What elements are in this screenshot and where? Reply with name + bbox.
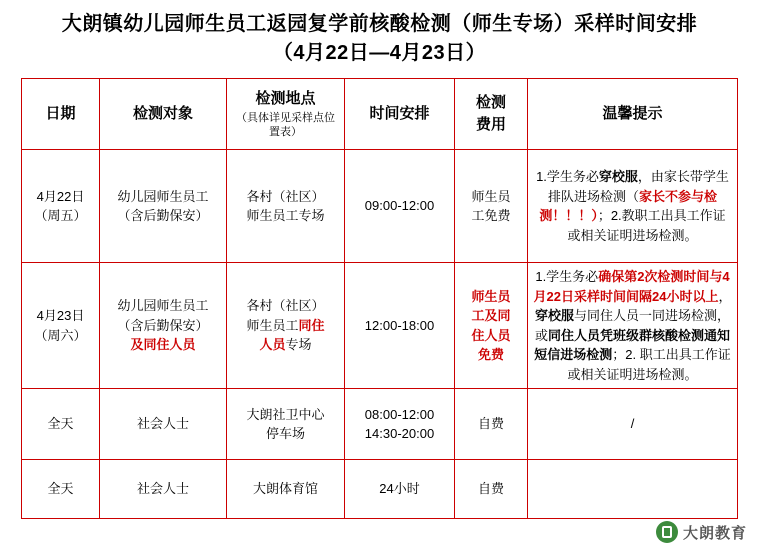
book-icon <box>656 521 678 543</box>
place-line-2: 停车场 <box>265 426 305 442</box>
footer-attribution <box>656 521 747 543</box>
fee-line-2: 工及同 <box>471 308 511 324</box>
header-target: 检测对象 <box>100 79 227 150</box>
date-sub: （周五） <box>34 208 87 224</box>
cell-fee: 自费 <box>455 460 528 519</box>
date-sub: （周六） <box>34 327 87 343</box>
tip-part-bold: 穿校服 <box>534 308 574 324</box>
table-row <box>22 263 738 389</box>
cell-time: 09:00-12:00 <box>345 150 455 263</box>
cell-target <box>100 150 227 263</box>
place-line-1: 各村（社区） <box>246 188 325 204</box>
tip-part: ；2.教职工出具工作证或相关证明进场检测。 <box>567 208 726 243</box>
cell-fee: 自费 <box>455 389 528 460</box>
cell-date: 全天 <box>22 389 100 460</box>
cell-date <box>22 150 100 263</box>
fee-line-3: 住人员 <box>471 327 511 343</box>
cell-fee <box>455 263 528 389</box>
tip-part-red: 确保第2次检测时间与4月22日采样时间间隔24小时以上 <box>533 269 730 304</box>
title-line-1: 大朗镇幼儿园师生员工返园复学前核酸检测（师生专场）采样时间安排 <box>61 13 698 35</box>
place-line-3-highlight: 人员 <box>259 337 286 353</box>
tip-part: ，由家长带学生排队进场检测（ <box>547 169 729 204</box>
place-line-2: 师生员工专场 <box>246 208 325 224</box>
cell-tip <box>528 460 738 519</box>
target-line-1: 幼儿园师生员工 <box>117 298 209 314</box>
fee-line-1: 师生员 <box>471 188 511 204</box>
cell-place <box>227 263 345 389</box>
target-line-3: 及同住人员 <box>130 337 196 353</box>
header-place-sub: （具体详见采样点位置表） <box>236 111 335 139</box>
cell-place <box>227 150 345 263</box>
cell-tip <box>528 150 738 263</box>
table-header-row <box>22 79 738 150</box>
target-line-2: （含后勤保安） <box>117 208 209 224</box>
cell-tip <box>528 263 738 389</box>
date-main: 4月22日 <box>36 188 85 204</box>
header-fee-line2: 费用 <box>475 116 506 134</box>
header-fee <box>455 79 528 150</box>
schedule-table <box>21 78 738 519</box>
place-line-2: 师生员工 <box>246 317 299 333</box>
header-time: 时间安排 <box>345 79 455 150</box>
cell-tip: / <box>528 389 738 460</box>
tip-part-bold: 穿校服 <box>598 169 638 185</box>
table-row <box>22 150 738 263</box>
time-line-2: 14:30-20:00 <box>364 426 435 442</box>
place-line-2-highlight: 同住 <box>298 317 325 333</box>
header-fee-line1: 检测 <box>475 93 506 111</box>
tip-part: 与同住人员一同进场检测，或 <box>534 308 731 343</box>
cell-place: 大朗体育馆 <box>227 460 345 519</box>
table-row <box>22 460 738 519</box>
tip-part-bold: 同住人员凭班级群核酸检测通知短信进场检测 <box>534 327 731 363</box>
cell-fee <box>455 150 528 263</box>
tip-part: 1.学生务必 <box>535 269 599 285</box>
fee-line-1: 师生员 <box>471 288 511 304</box>
title-line-2: （4月22日—4月23日） <box>272 42 487 64</box>
cell-time <box>345 389 455 460</box>
document-title <box>0 0 759 74</box>
fee-line-2: 工免费 <box>471 208 511 224</box>
time-line-1: 08:00-12:00 <box>364 406 435 422</box>
cell-target: 社会人士 <box>100 389 227 460</box>
cell-target <box>100 263 227 389</box>
table-row <box>22 389 738 460</box>
cell-date <box>22 263 100 389</box>
footer-account-name: 大朗教育 <box>682 524 747 542</box>
fee-line-4: 免费 <box>477 347 504 363</box>
target-line-2: （含后勤保安） <box>117 317 209 333</box>
place-line-1: 各村（社区） <box>246 298 325 314</box>
tip-part: ；2. 职工出具工作证或相关证明进场检测。 <box>567 347 731 382</box>
header-date: 日期 <box>22 79 100 150</box>
tip-part: 1.学生务必 <box>536 169 599 185</box>
target-line-1: 幼儿园师生员工 <box>117 188 209 204</box>
date-main: 4月23日 <box>36 308 85 324</box>
tip-part-red: 家长不参与检测！！！） <box>539 188 718 224</box>
tip-part: ， <box>718 288 732 304</box>
cell-place <box>227 389 345 460</box>
place-line-3: 专场 <box>285 337 312 353</box>
cell-time: 24小时 <box>345 460 455 519</box>
cell-date: 全天 <box>22 460 100 519</box>
header-place <box>227 79 345 150</box>
cell-time: 12:00-18:00 <box>345 263 455 389</box>
header-tip: 温馨提示 <box>528 79 738 150</box>
cell-target: 社会人士 <box>100 460 227 519</box>
header-place-main: 检测地点 <box>255 90 316 107</box>
place-line-1: 大朗社卫中心 <box>246 406 325 422</box>
